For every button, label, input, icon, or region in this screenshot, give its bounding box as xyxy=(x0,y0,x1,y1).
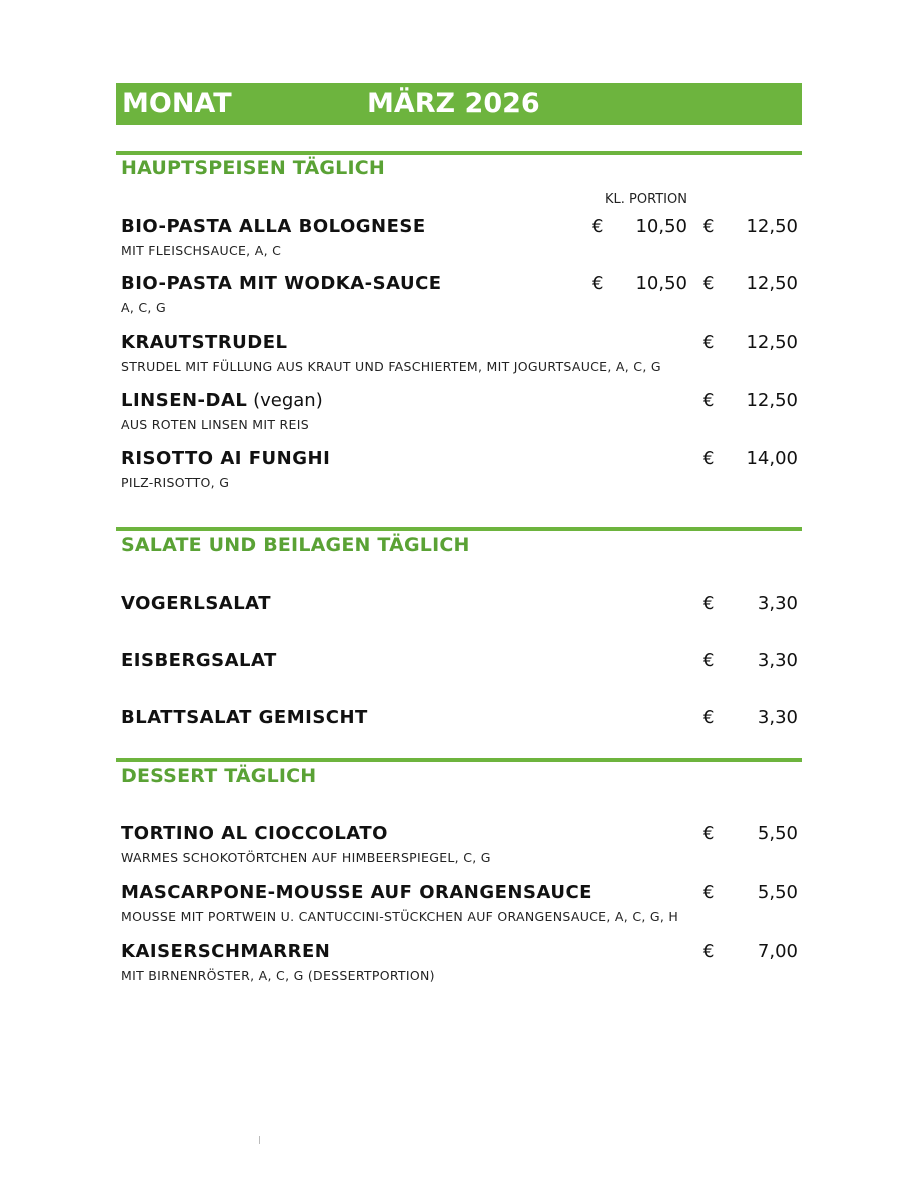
currency-small: € xyxy=(592,216,604,237)
currency: € xyxy=(703,448,715,469)
currency: € xyxy=(703,273,715,294)
menu-item xyxy=(0,273,919,323)
price: 12,50 xyxy=(746,273,798,294)
page-mark xyxy=(259,1136,260,1144)
price: 3,30 xyxy=(757,707,798,728)
item-name: KRAUTSTRUDEL xyxy=(121,332,288,353)
item-description: A, C, G xyxy=(121,300,166,315)
item-name: RISOTTO AI FUNGHI xyxy=(121,448,331,469)
section-title-hauptspeisen: HAUPTSPEISEN TÄGLICH xyxy=(121,157,385,179)
section-title-salate: SALATE UND BEILAGEN TÄGLICH xyxy=(121,534,470,556)
menu-item xyxy=(0,823,919,873)
currency: € xyxy=(703,707,715,728)
currency: € xyxy=(703,941,715,962)
price: 14,00 xyxy=(746,448,798,469)
item-description: MOUSSE MIT PORTWEIN U. CANTUCCINI-STÜCKCHEN AUF ORANGENSAUCE, A, C, G, H xyxy=(121,909,679,924)
price: 12,50 xyxy=(746,216,798,237)
currency-small: € xyxy=(592,273,604,294)
currency: € xyxy=(703,882,715,903)
item-name: TORTINO AL CIOCCOLATO xyxy=(121,823,388,844)
price: 5,50 xyxy=(757,882,798,903)
currency: € xyxy=(703,823,715,844)
currency: € xyxy=(703,650,715,671)
menu-item xyxy=(0,707,919,757)
item-name: KAISERSCHMARREN xyxy=(121,941,331,962)
item-description: MIT FLEISCHSAUCE, A, C xyxy=(121,243,282,258)
item-description: AUS ROTEN LINSEN MIT REIS xyxy=(121,417,309,432)
month-label: MONAT xyxy=(122,88,232,119)
item-name-text: LINSEN-DAL xyxy=(121,390,248,411)
menu-item xyxy=(0,332,919,382)
section-rule-dessert xyxy=(116,758,802,762)
price-small: 10,50 xyxy=(635,273,687,294)
menu-item xyxy=(0,882,919,932)
price: 12,50 xyxy=(746,332,798,353)
section-rule-salate xyxy=(116,527,802,531)
currency: € xyxy=(703,593,715,614)
currency: € xyxy=(703,216,715,237)
item-description: MIT BIRNENRÖSTER, A, C, G (DESSERTPORTION) xyxy=(121,968,435,983)
currency: € xyxy=(703,332,715,353)
item-description: STRUDEL MIT FÜLLUNG AUS KRAUT UND FASCHIERTEM, MIT JOGURTSAUCE, A, C, G xyxy=(121,359,661,374)
month-banner xyxy=(116,83,802,125)
item-name: VOGERLSALAT xyxy=(121,593,271,614)
menu-item xyxy=(0,941,919,991)
item-name: EISBERGSALAT xyxy=(121,650,277,671)
item-name: BIO-PASTA ALLA BOLOGNESE xyxy=(121,216,426,237)
menu-item xyxy=(0,216,919,266)
price: 5,50 xyxy=(757,823,798,844)
item-name: BLATTSALAT GEMISCHT xyxy=(121,707,368,728)
item-description: PILZ-RISOTTO, G xyxy=(121,475,230,490)
item-name: MASCARPONE-MOUSSE AUF ORANGENSAUCE xyxy=(121,882,592,903)
item-name xyxy=(121,390,323,411)
price-small: 10,50 xyxy=(635,216,687,237)
price: 7,00 xyxy=(757,941,798,962)
section-rule-hauptspeisen xyxy=(116,151,802,155)
menu-item xyxy=(0,593,919,643)
price: 3,30 xyxy=(757,593,798,614)
price: 3,30 xyxy=(757,650,798,671)
menu-item xyxy=(0,390,919,440)
item-name-suffix: (vegan) xyxy=(247,390,323,411)
menu-item xyxy=(0,448,919,498)
section-title-dessert: DESSERT TÄGLICH xyxy=(121,765,317,787)
item-name: BIO-PASTA MIT WODKA-SAUCE xyxy=(121,273,442,294)
month-value: MÄRZ 2026 xyxy=(367,88,540,119)
menu-item xyxy=(0,650,919,700)
price: 12,50 xyxy=(746,390,798,411)
currency: € xyxy=(703,390,715,411)
item-description: WARMES SCHOKOTÖRTCHEN AUF HIMBEERSPIEGEL, C, G xyxy=(121,850,491,865)
small-portion-header: KL. PORTION xyxy=(605,192,687,207)
